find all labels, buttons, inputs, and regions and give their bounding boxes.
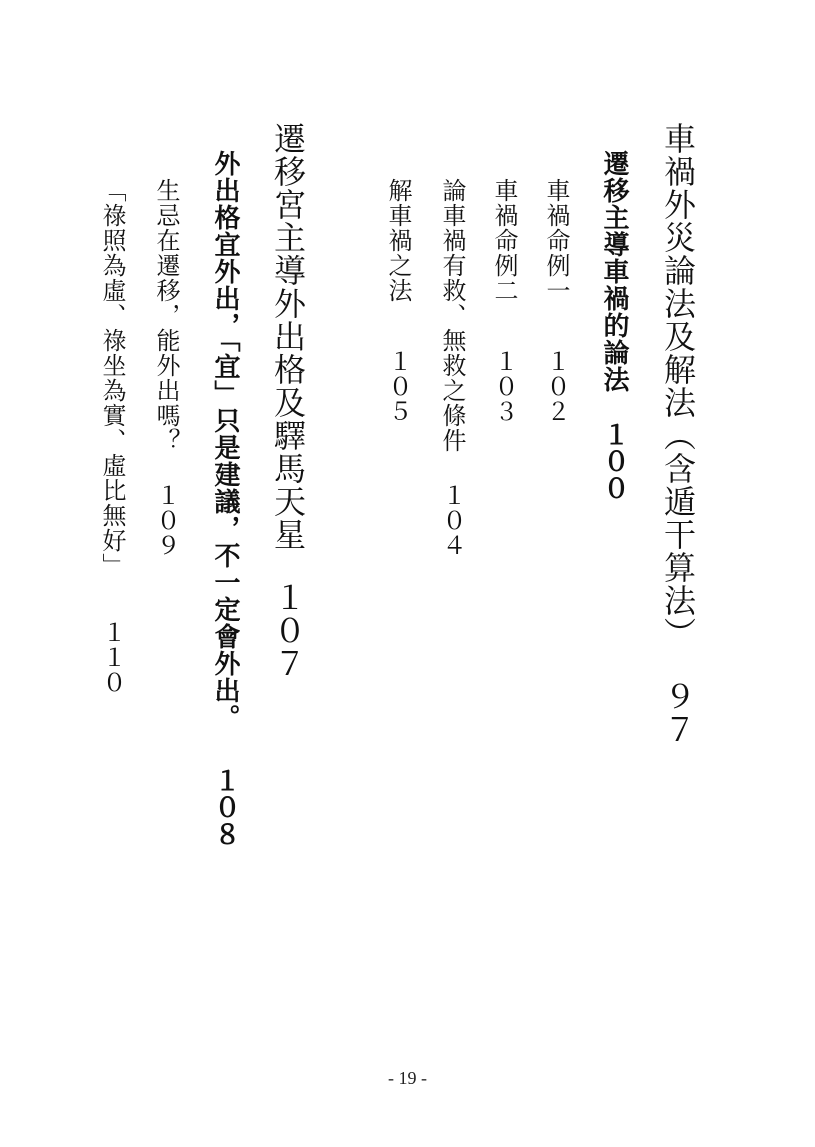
toc-entry [269, 122, 307, 680]
toc-entry [212, 150, 238, 880]
toc-entry-title: 車禍命例一 [542, 178, 570, 303]
toc-entry [100, 178, 124, 778]
toc-entry-page: １０７ [269, 581, 307, 680]
toc-entry-page: １１０ [98, 620, 126, 695]
toc-entry [440, 178, 464, 618]
toc-entry-title: 外出格宜外出，「宜」只是建議，不一定會外出。 [210, 150, 240, 731]
toc-entry-page: １０２ [542, 349, 570, 424]
toc-entry-title: 論車禍有救、無救之條件 [438, 178, 466, 453]
toc-entry-page: １０４ [438, 483, 466, 558]
toc-entry-title: 生忌在遷移，能外出嗎？ [152, 178, 180, 453]
page-number: - 19 - [388, 1068, 427, 1088]
toc-entry-title: 車禍外災論法及解法（含遁干算法） [659, 122, 697, 650]
toc-entry-page: ９７ [659, 680, 697, 746]
toc-entry-title: 「祿照為虛、祿坐為實、虛比無好」 [98, 178, 126, 578]
toc-entry [659, 122, 697, 746]
toc-entry-page: １０３ [490, 349, 518, 424]
toc-entry [154, 178, 178, 618]
toc-entry [492, 178, 516, 458]
toc-entry [544, 178, 568, 458]
toc-entry-title: 遷移主導車禍的論法 [599, 150, 629, 393]
toc-entry-page: １００ [599, 421, 629, 502]
toc-entry-title: 車禍命例二 [490, 178, 518, 303]
toc-entry [386, 178, 410, 448]
toc-entry-title: 遷移宮主導外出格及驛馬天星 [269, 122, 307, 551]
toc-entry-page: １０５ [384, 349, 412, 424]
toc-entry-title: 解車禍之法 [384, 178, 412, 303]
toc-entry [601, 150, 627, 530]
toc-entry-page: １０８ [210, 767, 240, 848]
toc-entry-page: １０９ [152, 483, 180, 558]
